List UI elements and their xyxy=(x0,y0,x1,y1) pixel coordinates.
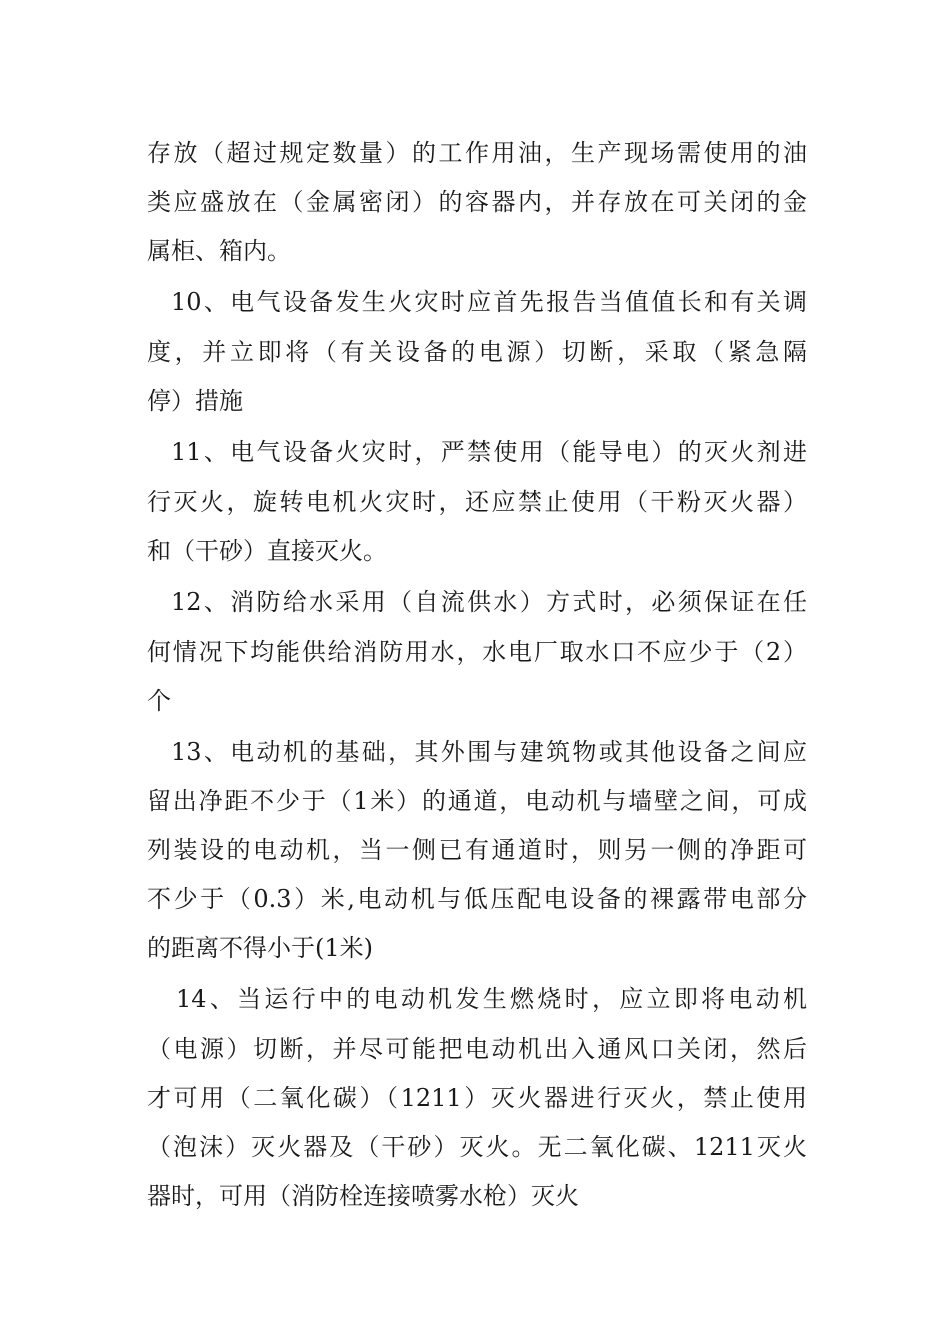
text-line: 器时，可用（消防栓连接喷雾水枪）灭火 xyxy=(147,1182,579,1210)
text-line: 列装设的电动机，当一侧已有通道时，则另一侧的净距可 xyxy=(147,836,807,864)
paragraph-13-line: 13、电动机的基础，其外围与建筑物或其他设备之间应 xyxy=(171,738,807,766)
text-line: 度，并立即将（有关设备的电源）切断，采取（紧急隔 xyxy=(147,338,807,366)
text-line: 留出净距不少于（1米）的通道，电动机与墙壁之间，可成 xyxy=(147,787,807,815)
paragraph-12-line: 12、消防给水采用（自流供水）方式时，必须保证在任 xyxy=(171,588,807,616)
text-line: （电源）切断，并尽可能把电动机出入通风口关闭，然后 xyxy=(147,1035,807,1063)
text-line: 类应盛放在（金属密闭）的容器内，并存放在可关闭的金 xyxy=(147,188,807,216)
paragraph-10-line: 10、电气设备发生火灾时应首先报告当值值长和有关调 xyxy=(171,288,807,316)
text-line: 个 xyxy=(147,687,171,715)
text-line: 行灭火，旋转电机火灾时，还应禁止使用（干粉灭火器） xyxy=(147,488,807,516)
text-line: （泡沫）灭火器及（干砂）灭火。无二氧化碳、1211灭火 xyxy=(147,1133,807,1161)
text-line: 和（干砂）直接灭火。 xyxy=(147,537,387,565)
text-line: 属柜、箱内。 xyxy=(147,237,291,265)
text-line: 的距离不得小于(1米) xyxy=(147,934,373,962)
text-line: 才可用（二氧化碳）（1211）灭火器进行灭火，禁止使用 xyxy=(147,1084,807,1112)
text-line: 停）措施 xyxy=(147,387,243,415)
text-line: 何情况下均能供给消防用水，水电厂取水口不应少于（2） xyxy=(147,638,807,666)
text-line: 存放（超过规定数量）的工作用油，生产现场需使用的油 xyxy=(147,139,807,167)
text-line: 不少于（0.3）米,电动机与低压配电设备的裸露带电部分 xyxy=(147,885,807,913)
paragraph-11-line: 11、电气设备火灾时，严禁使用（能导电）的灭火剂进 xyxy=(171,438,807,466)
paragraph-14-line: 14、当运行中的电动机发生燃烧时，应立即将电动机 xyxy=(176,985,807,1013)
